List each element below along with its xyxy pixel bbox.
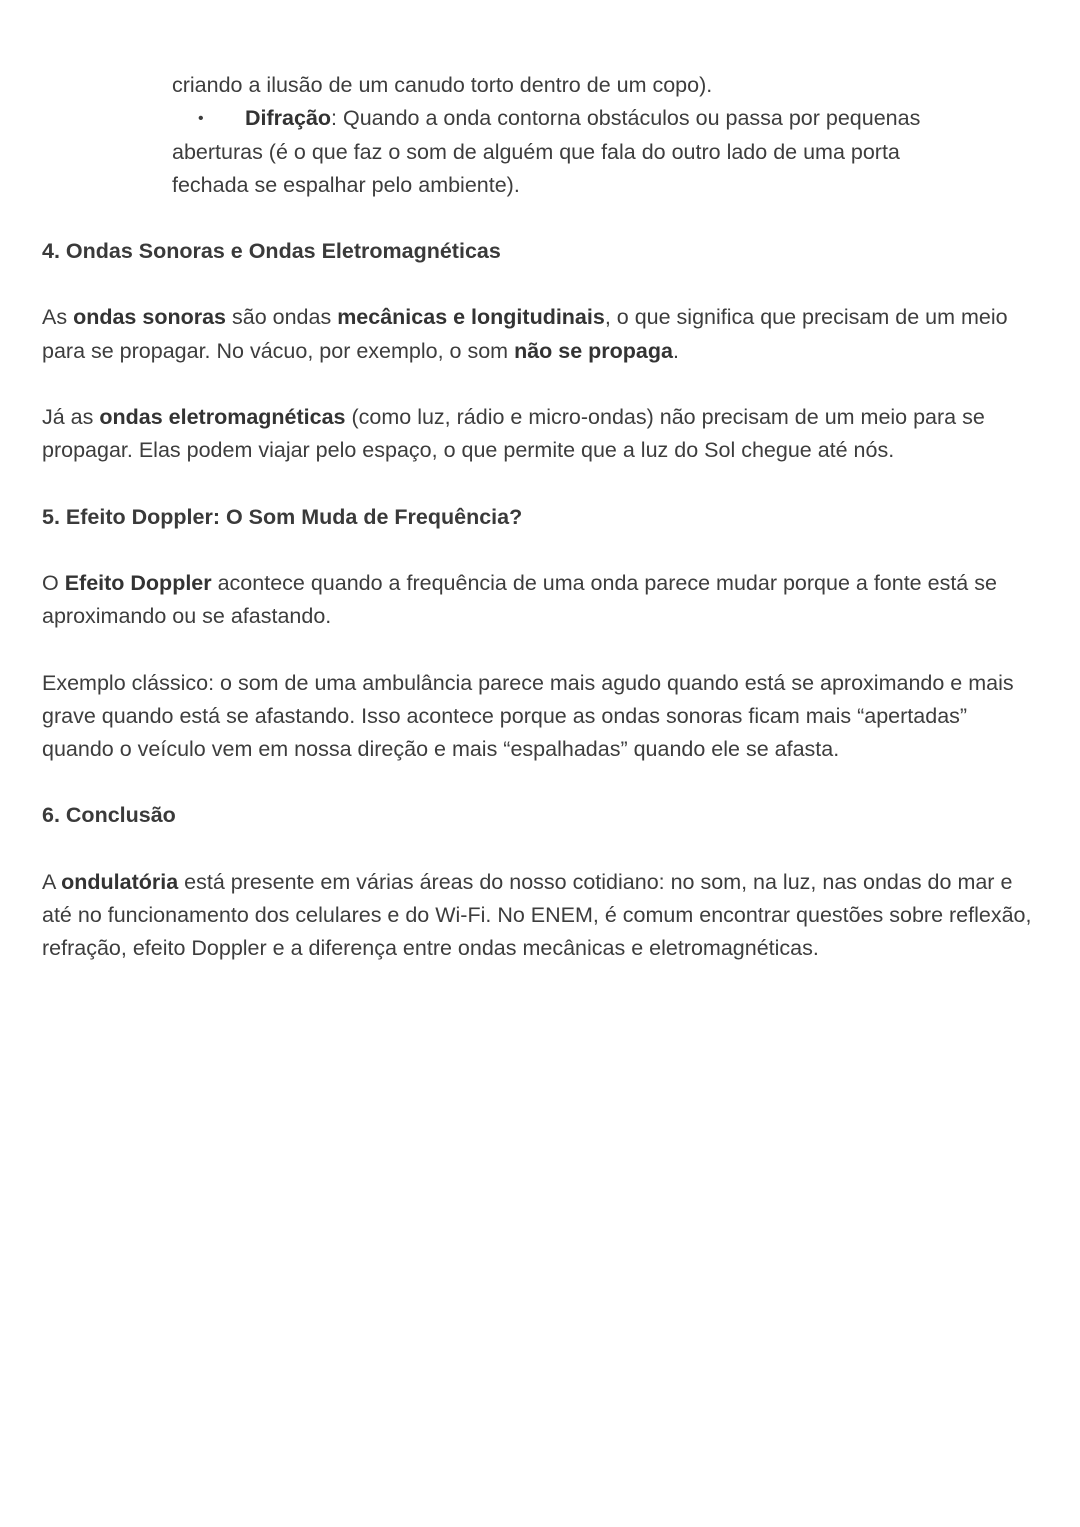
bullet-term: Difração bbox=[245, 106, 332, 131]
bold-ondulatoria: ondulatória bbox=[61, 869, 179, 894]
section5-paragraph-2: Exemplo clássico: o som de uma ambulância parece mais agudo quando está se aproximando e mais grave quando está se afastando. Isso acontece porque as ondas sonoras ficam mais “apertadas” quando o veículo vem em nossa direção e mais “espalhadas” quando ele se afasta. bbox=[42, 670, 1014, 762]
continued-list bbox=[42, 69, 1042, 202]
text: (como luz, rádio e micro-ondas) não precisam de um meio para se propagar. Elas podem viajar pelo espaço, o que permite que a luz do Sol chegue até nós. bbox=[42, 405, 985, 463]
bold-mecanicas: mecânicas e longitudinais bbox=[337, 305, 605, 330]
bullet-icon: • bbox=[198, 110, 204, 128]
text: O bbox=[42, 570, 65, 595]
text: A bbox=[42, 869, 62, 894]
section-heading-6: 6. Conclusão bbox=[42, 803, 176, 828]
list-item-difracao bbox=[172, 102, 1042, 202]
text: são ondas bbox=[226, 305, 338, 330]
section5-paragraph-1 bbox=[42, 567, 1042, 634]
bold-efeito-doppler: Efeito Doppler bbox=[64, 570, 212, 595]
text: . bbox=[672, 338, 679, 363]
section-heading-4: 4. Ondas Sonoras e Ondas Eletromagnéticas bbox=[42, 239, 501, 264]
section4-paragraph-2 bbox=[42, 401, 1042, 468]
document-body bbox=[42, 69, 1042, 966]
bold-ondas-eletromagneticas: ondas eletromagnéticas bbox=[99, 405, 346, 430]
bullet-first-line bbox=[172, 102, 1042, 135]
text: acontece quando a frequência de uma onda parece mudar porque a fonte está se aproximando ou se afastando. bbox=[42, 570, 997, 629]
section6-paragraph-1 bbox=[42, 866, 1042, 966]
section4-paragraph-1 bbox=[42, 301, 1042, 368]
text: , o que significa que precisam de um meio para se propagar. No vácuo, por exemplo, o som bbox=[42, 305, 1008, 363]
section-heading-5: 5. Efeito Doppler: O Som Muda de Frequência? bbox=[42, 504, 523, 529]
bold-nao-se-propaga: não se propaga bbox=[514, 338, 673, 363]
bold-ondas-sonoras: ondas sonoras bbox=[73, 305, 227, 330]
text: As bbox=[42, 305, 74, 330]
bullet-text-line1: : Quando a onda contorna obstáculos ou passa por pequenas bbox=[331, 106, 921, 131]
text: está presente em várias áreas do nosso cotidiano: no som, na luz, nas ondas do mar e até no funcionamento dos celulares e do Wi-Fi. No ENEM, é comum encontrar questões sobre reflexão, refração, efeito Doppler e a diferença entre ondas mecânicas e eletromagnéticas. bbox=[42, 869, 1032, 961]
bullet-text-rest: aberturas (é o que faz o som de alguém que fala do outro lado de uma porta fechada se espalhar pelo ambiente). bbox=[172, 139, 900, 197]
text: Já as bbox=[42, 405, 100, 430]
continued-text: criando a ilusão de um canudo torto dentro de um copo). bbox=[172, 73, 713, 97]
